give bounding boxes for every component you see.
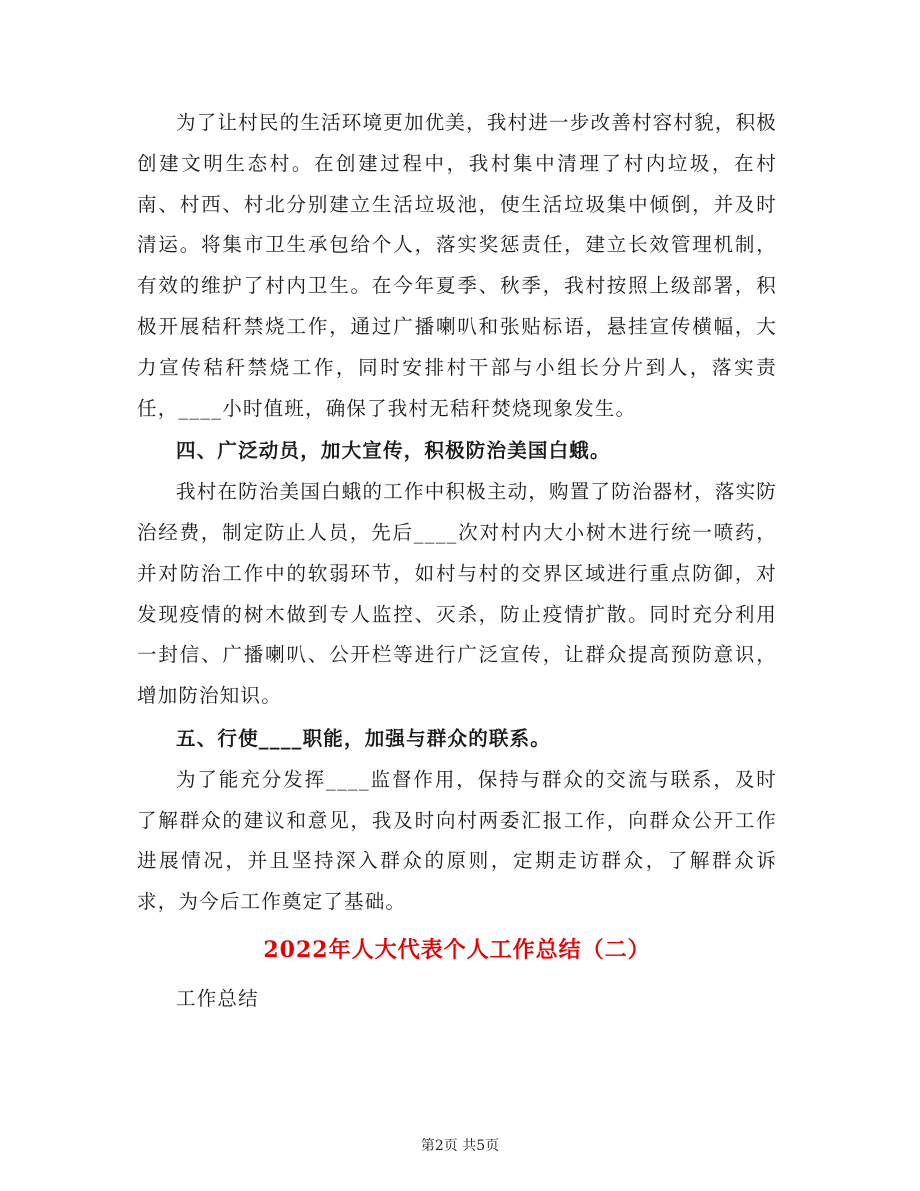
paragraph-moth-control: 我村在防治美国白蛾的工作中积极主动，购置了防治器材，落实防治经费，制定防止人员，先后____次对村内大小树木进行统一喷药，并对防治工作中的软弱环节，如村与村的交界区域进行重点防御，对发现疫情的树木做到专人监控、灭杀，防止疫情扩散。同时充分利用一封信、广播喇叭、公开栏等进行广泛宣传，让群众提高预防意识，增加防治知识。 [137,480,777,708]
paragraph-sanitation: 为了让村民的生活环境更加优美，我村进一步改善村容村貌，积极创建文明生态村。在创建过程中，我村集中清理了村内垃圾，在村南、村西、村北分别建立生活垃圾池，使生活垃圾集中倾倒，并及时清运。将集市卫生承包给个人，落实奖惩责任，建立长效管理机制，有效的维护了村内卫生。在今年夏季、秋季，我村按照上级部署，积极开展秸秆禁烧工作，通过广播喇叭和张贴标语，悬挂宣传横幅，大力宣传秸秆禁烧工作，同时安排村干部与小组长分片到人，落实责任，____小时值班，确保了我村无秸秆焚烧现象发生。 [137,111,777,420]
document-body [137,103,777,1020]
work-summary-label: 工作总结 [176,986,259,1010]
section-heading-five: 五、行使____职能，加强与群众的联系。 [176,726,552,750]
paragraph-public-contact: 为了能充分发挥____监督作用，保持与群众的交流与联系，及时了解群众的建议和意见，我及时向村两委汇报工作，向群众公开工作进展情况，并且坚持深入群众的原则，定期走访群众，了解群众诉求，为今后工作奠定了基础。 [137,767,777,914]
document-section-title: 2022年人大代表个人工作总结（二） [263,936,651,963]
page-number-footer: 第2页 共5页 [420,1138,500,1154]
section-heading-four: 四、广泛动员，加大宣传，积极防治美国白蛾。 [176,439,611,463]
